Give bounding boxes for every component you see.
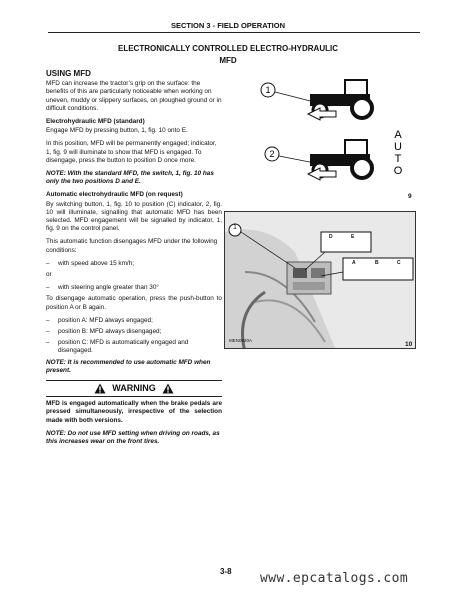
figure-10-control-panel [224,211,416,349]
callout-2: 2 [269,149,275,159]
switch-label-d: D [329,234,333,240]
note-standard: NOTE: With the standard MFD, the switch, 1, fig. 10 has only the two positions D and E. [46,170,214,186]
switch-label-b: B [375,260,379,266]
warning-box [46,380,222,397]
or-text: or [46,271,52,279]
figure-9-number: 9 [408,193,412,200]
position-item: – position C: MFD is automatically engaged and disengaged. [46,339,189,355]
automatic-paragraph-1: By switching button, 1, fig. 10 to position (C) indicator, 2, fig. 10 will illuminate, signalling that automatic MFD has been selected. MFD engagement will be signalled by indicator, 1, fig. 9 on the control panel. [46,200,222,233]
callout-1: 1 [233,224,237,231]
title-line-1: ELECTRONICALLY CONTROLLED ELECTRO-HYDRAULIC [118,44,338,53]
condition-item: – with speed above 15 km/h; [46,259,135,267]
header-rule [48,32,420,33]
warning-triangle-icon [162,383,174,394]
warning-triangle-icon [94,383,106,394]
position-item: – position A: MFD always engaged; [46,316,153,324]
intro-paragraph: MFD can increase the tractor’s grip on the surface: the benefits of this are particularly noticeable when working on uneven, muddy or slippery surfaces, on ploughed ground or in difficult conditions. [46,80,222,112]
watermark: www.epcatalogs.com [260,571,409,586]
switch-label-e: E [351,234,355,240]
warning-text: MFD is engaged automatically when the brake pedals are pressed simultaneously, irrespective of the selection made with both versions. [46,400,222,424]
using-heading: USING MFD [46,69,91,78]
auto-letter: T [394,153,402,165]
disengage-paragraph: To disengage automatic operation, press the push-button to position A or B again. [46,295,222,311]
note-roads: NOTE: Do not use MFD setting when driving on roads, as this increases wear on the front tires. [46,429,220,445]
page-number: 3-8 [220,567,232,576]
figure-10-number: 10 [405,341,413,348]
control-panel-illustration [225,212,415,348]
standard-heading: Electrohydraulic MFD (standard) [46,118,145,126]
position-item: – position B: MFD always disengaged; [46,328,162,336]
text-column [46,70,222,451]
warning-label: WARNING [112,383,156,394]
note-recommend: NOTE: It is recommended to use automatic MFD when present. [46,358,211,374]
figure-code: MEN0920A [229,338,253,343]
condition-item: – with steering angle greater than 30° [46,284,159,292]
automatic-heading: Automatic electrohydraulic MFD (on request) [46,191,183,199]
auto-letter: O [393,165,403,177]
auto-letter: U [394,141,402,153]
figure-9-tractor-indicators [240,76,418,186]
page-title [40,43,416,67]
auto-letter: A [394,129,402,141]
callout-1: 1 [265,85,271,95]
title-line-2: MFD [219,56,237,65]
standard-paragraph-1: Engage MFD by pressing button, 1, fig. 10 onto E. [46,127,188,135]
switch-label-c: C [397,260,401,266]
section-header: SECTION 3 - FIELD OPERATION [170,21,286,30]
standard-paragraph-2: In this position, MFD will be permanently engaged; indicator, 1, fig. 9 will illuminate to show that MFD is engaged. To disengage, press the button to position D once more. [46,140,217,164]
automatic-paragraph-2: This automatic function disengages MFD under the following conditions: [46,238,218,254]
switch-label-a: A [352,260,356,266]
